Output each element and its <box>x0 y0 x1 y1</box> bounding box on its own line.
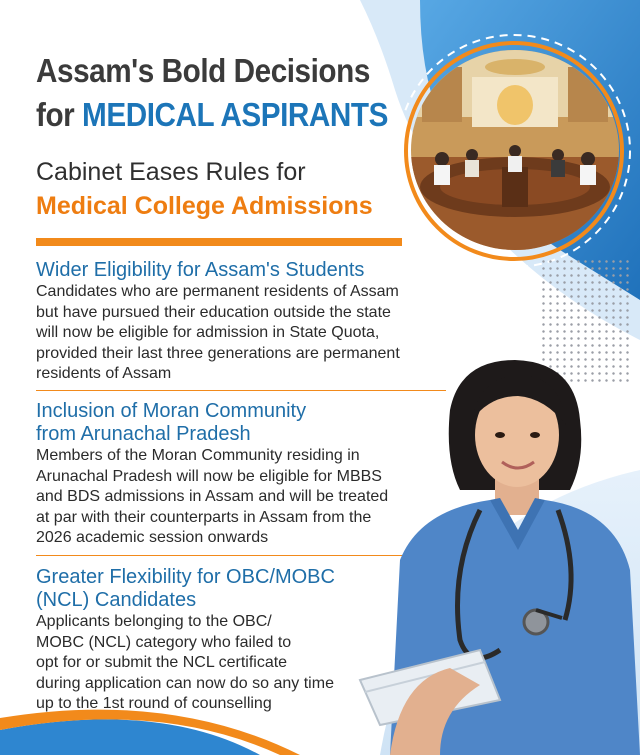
section-3-body <box>36 612 334 715</box>
section-2-title <box>36 400 306 446</box>
section-2-body-line: and BDS admissions in Assam and will be treated <box>36 488 389 505</box>
section-2-title-line: Inclusion of Moran Community <box>36 400 307 422</box>
section-3-title-line: Greater Flexibility for OBC/MOBC <box>36 566 335 588</box>
medical-student-figure <box>330 350 640 755</box>
headline-line-1: Assam's Bold Decisions <box>36 52 370 89</box>
subheadline-line-2: Medical College Admissions <box>36 192 373 220</box>
orange-divider-bar <box>36 238 402 246</box>
section-1-title <box>36 259 364 282</box>
section-2-body-line: Arunachal Pradesh will now be eligible for MBBS <box>36 467 382 485</box>
section-2-body-line: Members of the Moran Community residing in <box>36 447 360 464</box>
section-1-body-line: but have pursued their education outside the state <box>36 303 391 321</box>
section-1-title-line: Wider Eligibility for Assam's Students <box>36 259 365 281</box>
headline-line-2 <box>36 96 388 134</box>
cabinet-meeting-photo <box>402 47 628 253</box>
left-eye <box>495 432 505 438</box>
bottom-left-blue-sweep <box>0 719 260 755</box>
section-1-body-line: provided their last three generations are permanent <box>36 344 400 362</box>
headline-accent: MEDICAL ASPIRANTS <box>82 96 388 133</box>
section-3-title-line: (NCL) Candidates <box>36 589 197 611</box>
section-3-body-line: opt for or submit the NCL certificate <box>36 654 288 671</box>
section-3-body-line: MOBC (NCL) category who failed to <box>36 633 292 651</box>
section-1-body-line: will now be eligible for admission in State Quota, <box>36 324 380 341</box>
section-1-body-line: residents of Assam <box>36 365 172 382</box>
subheadline-line-1: Cabinet Eases Rules for <box>36 158 306 186</box>
section-2-title-line: from Arunachal Pradesh <box>36 423 251 445</box>
section-2-body-line: 2026 academic session onwards <box>36 529 269 546</box>
section-2-body-line: at par with their counterparts in Assam from the <box>36 508 372 526</box>
section-3-body-line: up to the 1st round of counselling <box>36 695 272 712</box>
section-3-title <box>36 566 335 612</box>
section-3-body-line: during application can now do so any time <box>36 674 334 692</box>
right-eye <box>530 432 540 438</box>
section-3-body-line: Applicants belonging to the OBC/ <box>36 613 272 630</box>
section-1-body-line: Candidates who are permanent residents of Assam <box>36 283 399 300</box>
headline-prefix: for <box>36 96 83 133</box>
